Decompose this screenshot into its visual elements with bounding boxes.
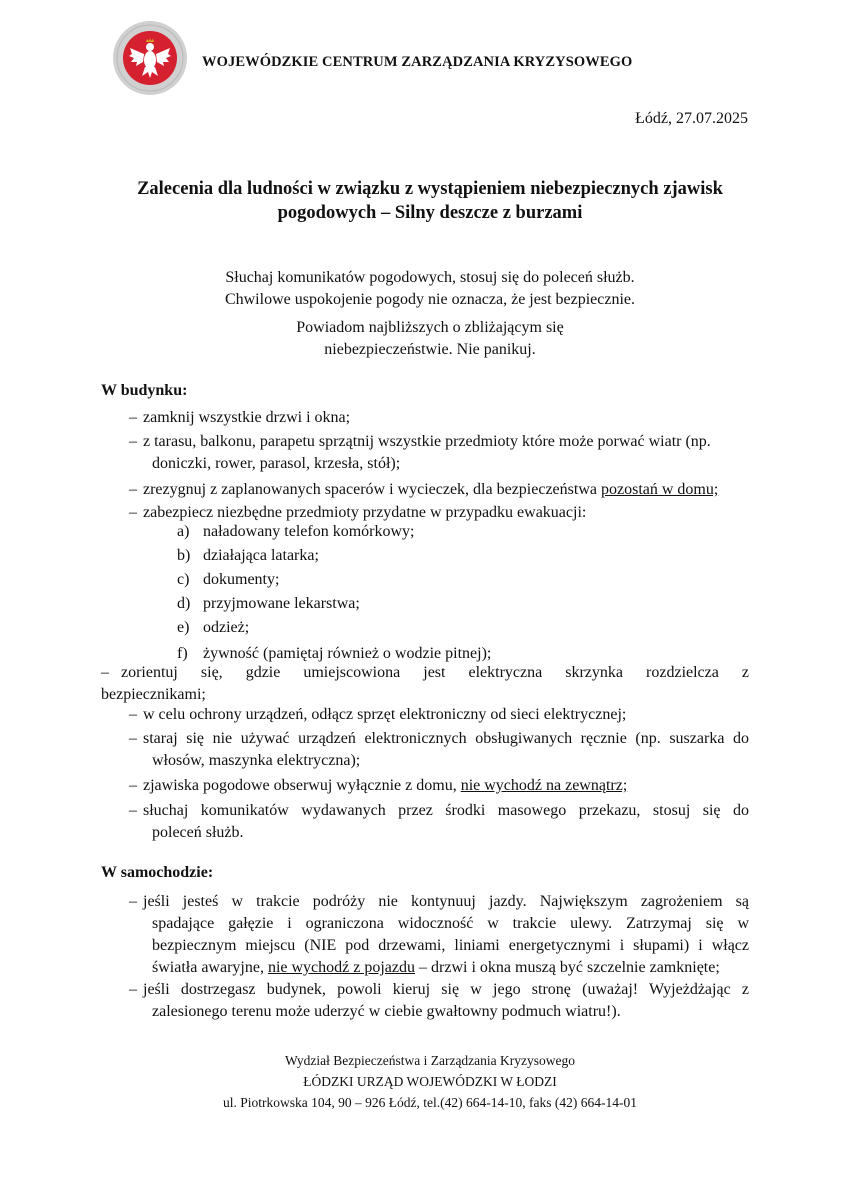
date-line: Łódź, 27.07.2025 bbox=[635, 110, 748, 127]
evacuation-sublist bbox=[177, 521, 491, 667]
sublist-item: d) przyjmowane lekarstwa; bbox=[177, 595, 360, 612]
intro-line-1: Słuchaj komunikatów pogodowych, stosuj się do poleceń służb. bbox=[225, 269, 635, 286]
list-item: – jeśli dostrzegasz budynek, powoli kieruj się w jego stronę (uważaj! Wyjeżdżając z zalesionego terenu może uderzyć w ciebie gwałtowny podmuch wiatru!). bbox=[129, 981, 749, 1020]
list-item: – zjawiska pogodowe obserwuj wyłącznie z domu, nie wychodź na zewnątrz; bbox=[129, 777, 628, 794]
list-item: – staraj się nie używać urządzeń elektronicznych obsługiwanych ręcznie (np. suszarka do włosów, maszynka elektryczna); bbox=[129, 730, 749, 769]
footer-address: ul. Piotrkowska 104, 90 – 926 Łódź, tel.(42) 664-14-10, faks (42) 664-14-01 bbox=[223, 1095, 637, 1110]
section-heading-car: W samochodzie: bbox=[101, 864, 214, 881]
intro-line-3: Powiadom najbliższych o zbliżającym się bbox=[296, 319, 564, 336]
organization-name: WOJEWÓDZKIE CENTRUM ZARZĄDZANIA KRYZYSOWEGO bbox=[202, 54, 633, 70]
list-item: – zamknij wszystkie drzwi i okna; bbox=[129, 409, 351, 426]
list-item: – zorientuj się, gdzie umiejscowiona jest elektryczna skrzynka rozdzielcza z bezpiecznikami; bbox=[101, 664, 749, 703]
sublist-item: e) odzież; bbox=[177, 619, 250, 636]
title-line-1: Zalecenia dla ludności w związku z wystąpieniem niebezpiecznych zjawisk bbox=[137, 179, 723, 199]
list-item: – słuchaj komunikatów wydawanych przez środki masowego przekazu, stosuj się do poleceń służb. bbox=[129, 802, 749, 841]
intro-block-1 bbox=[140, 267, 720, 311]
polish-eagle-emblem-icon bbox=[112, 20, 188, 96]
list-item: – zabezpiecz niezbędne przedmioty przydatne w przypadku ewakuacji: bbox=[129, 504, 587, 521]
list-item: – z tarasu, balkonu, parapetu sprzątnij wszystkie przedmioty które może porwać wiatr (np. doniczki, rower, parasol, krzesła, stół); bbox=[129, 433, 711, 472]
document-title bbox=[90, 177, 770, 225]
title-line-2: pogodowych – Silny deszcze z burzami bbox=[277, 203, 583, 223]
emphasis-stay-home: pozostań w domu; bbox=[600, 481, 719, 498]
intro-line-2: Chwilowe uspokojenie pogody nie oznacza, że jest bezpiecznie. bbox=[224, 291, 636, 308]
intro-block-2 bbox=[140, 317, 720, 361]
list-item: – w celu ochrony urządzeń, odłącz sprzęt elektroniczny od sieci elektrycznej; bbox=[129, 706, 627, 723]
section-heading-building: W budynku: bbox=[101, 382, 188, 399]
sublist-item: f) żywność (pamiętaj również o wodzie pitnej); bbox=[177, 645, 492, 662]
footer bbox=[140, 1050, 720, 1113]
sublist-item: a) naładowany telefon komórkowy; bbox=[177, 523, 415, 540]
sublist-item: b) działająca latarka; bbox=[177, 547, 319, 564]
intro-line-4: niebezpieczeństwie. Nie panikuj. bbox=[324, 341, 536, 358]
emphasis-stay-in-vehicle: nie wychodź z pojazdu bbox=[267, 959, 416, 976]
list-item: – zrezygnuj z zaplanowanych spacerów i wycieczek, dla bezpieczeństwa pozostań w domu; bbox=[129, 481, 719, 498]
footer-office: ŁÓDZKI URZĄD WOJEWÓDZKI W ŁODZI bbox=[303, 1074, 557, 1089]
emphasis-do-not-go-outside: nie wychodź na zewnątrz; bbox=[460, 777, 628, 794]
sublist-item: c) dokumenty; bbox=[177, 571, 280, 588]
list-item: – jeśli jesteś w trakcie podróży nie kontynuuj jazdy. Największym zagrożeniem są spadające gałęzie i ograniczona widoczność w trakcie ulewy. Zatrzymaj się w bezpiecznym miejscu (NIE pod drzewami, liniami energetycznymi i słupami) i włącz światła awaryjne, nie wychodź z pojazdu – drzwi i okna muszą być szczelnie zamknięte; bbox=[129, 893, 749, 976]
footer-department: Wydział Bezpieczeństwa i Zarządzania Kryzysowego bbox=[284, 1053, 576, 1068]
